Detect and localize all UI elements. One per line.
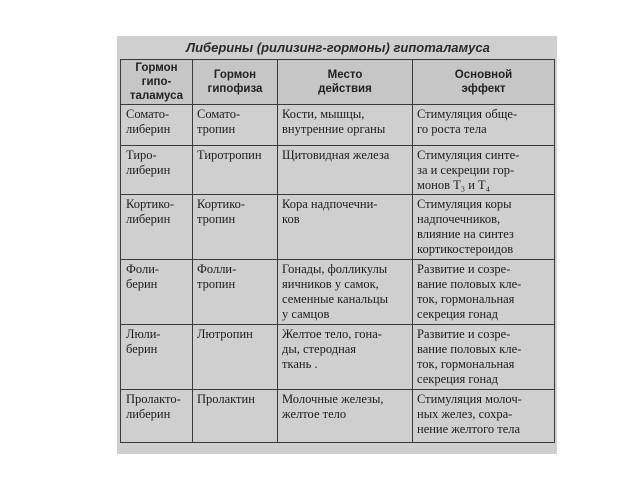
- table-row: [121, 390, 555, 443]
- cell-hypothalamus-hormone: Кортико- либерин: [121, 195, 193, 260]
- cell-main-effect: Стимуляция обще- го роста тела: [413, 105, 555, 146]
- cell-hypothalamus-hormone: Фоли- берин: [121, 260, 193, 325]
- table-row: [121, 105, 555, 146]
- cell-pituitary-hormone: Тиротропин: [193, 146, 278, 195]
- cell-main-effect: Стимуляция молоч- ных желез, сохра- нение желтого тела: [413, 390, 555, 443]
- cell-main-effect: Развитие и созре- вание половых кле- ток, гормональная секреция гонад: [413, 325, 555, 390]
- table-row: [121, 195, 555, 260]
- cell-main-effect: Стимуляция синте- за и секреции гор- монов T₃ и T₄: [413, 146, 555, 195]
- header-hypothalamus-hormone: Гормон гипо- таламуса: [121, 60, 193, 105]
- cell-pituitary-hormone: Пролактин: [193, 390, 278, 443]
- table-row: [121, 325, 555, 390]
- header-site-of-action: Место действия: [278, 60, 413, 105]
- cell-pituitary-hormone: Кортико- тропин: [193, 195, 278, 260]
- table-row: [121, 260, 555, 325]
- cell-site-of-action: Гонады, фолликулы яичников у самок, семенные канальцы у самцов: [278, 260, 413, 325]
- table-row: [121, 146, 555, 195]
- cell-main-effect: Стимуляция коры надпочечников, влияние на синтез кортикостероидов: [413, 195, 555, 260]
- cell-site-of-action: Кора надпочечни- ков: [278, 195, 413, 260]
- table-title: Либерины (рилизинг-гормоны) гипоталамуса: [186, 40, 490, 55]
- header-pituitary-hormone: Гормон гипофиза: [193, 60, 278, 105]
- table-header-row: [121, 60, 555, 105]
- cell-pituitary-hormone: Сомато- тропин: [193, 105, 278, 146]
- cell-hypothalamus-hormone: Пролакто- либерин: [121, 390, 193, 443]
- cell-site-of-action: Желтое тело, гона- ды, стеродная ткань .: [278, 325, 413, 390]
- cell-site-of-action: Щитовидная железа: [278, 146, 413, 195]
- cell-site-of-action: Кости, мышцы, внутренние органы: [278, 105, 413, 146]
- cell-hypothalamus-hormone: Сомато- либерин: [121, 105, 193, 146]
- cell-site-of-action: Молочные железы, желтое тело: [278, 390, 413, 443]
- cell-hypothalamus-hormone: Тиро- либерин: [121, 146, 193, 195]
- cell-hypothalamus-hormone: Люли- берин: [121, 325, 193, 390]
- hormones-table: [120, 59, 555, 443]
- header-main-effect: Основной эффект: [413, 60, 555, 105]
- cell-pituitary-hormone: Фолли- тропин: [193, 260, 278, 325]
- cell-pituitary-hormone: Лютропин: [193, 325, 278, 390]
- cell-main-effect: Развитие и созре- вание половых кле- ток, гормональная секреция гонад: [413, 260, 555, 325]
